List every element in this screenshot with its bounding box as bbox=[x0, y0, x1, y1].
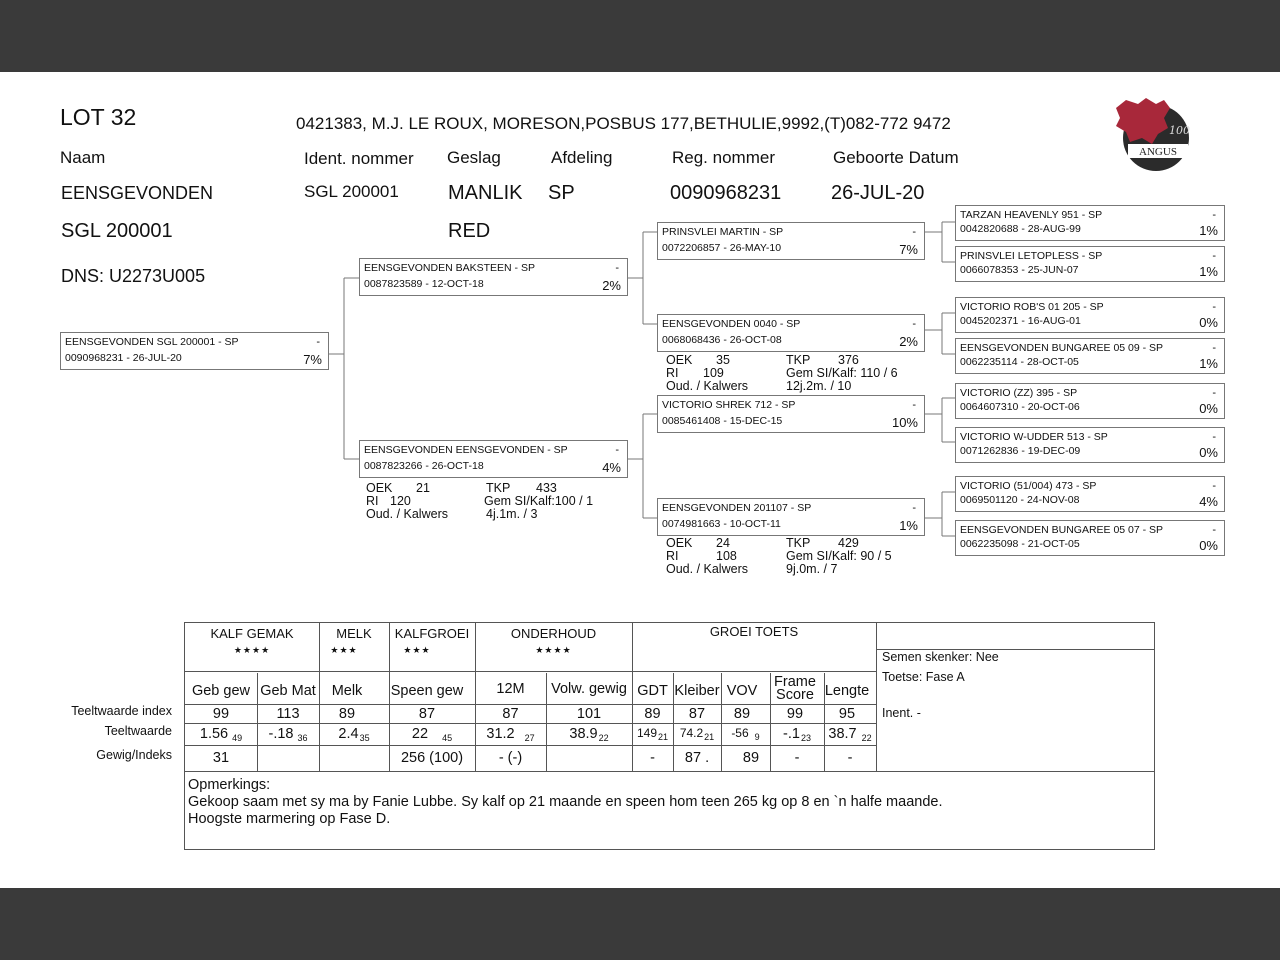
group-groei-toets: GROEI TOETS bbox=[709, 624, 799, 639]
gewig-cell: - bbox=[650, 750, 655, 766]
grid-v bbox=[876, 623, 877, 771]
col-geb-mat: Geb Mat bbox=[260, 683, 316, 699]
tw-cell: $74.2_{21}$ bbox=[679, 726, 715, 742]
dam-stats: OEK 21 TKP 433 RI 120 Gem SI/Kalf:100 / 1 Oud. / Kalwers 4j.1m. / 3 bbox=[366, 481, 594, 521]
svg-text:100: 100 bbox=[1169, 124, 1190, 137]
col-volw-gewig: Volw. gewig bbox=[551, 681, 627, 697]
tw-cell: -56 $_9$ bbox=[731, 726, 760, 742]
animal-ident: SGL 200001 bbox=[304, 182, 399, 201]
index-cell: 87 bbox=[688, 706, 706, 722]
sire-dam-stats: OEK 35 TKP 376 RI 109 Gem SI/Kalf: 110 / 6 Oud. / Kalwers 12j.2m. / 10 bbox=[666, 353, 898, 393]
pedigree-sheet bbox=[0, 72, 1280, 888]
col-speen-gew: Speen gew bbox=[390, 683, 464, 699]
animal-name-2: SGL 200001 bbox=[61, 220, 173, 242]
gewig-cell: - bbox=[794, 750, 800, 766]
row-label-gewig: Gewig/Indeks bbox=[96, 748, 172, 762]
index-cell: 87 bbox=[418, 706, 436, 722]
tw-cell: 31.2 $_{27}$ bbox=[486, 726, 535, 743]
label-naam: Naam bbox=[60, 148, 106, 167]
index-cell: 101 bbox=[576, 706, 602, 722]
index-cell: 99 bbox=[786, 706, 804, 722]
animal-name: EENSGEVONDEN bbox=[61, 183, 214, 203]
pedigree-dam: EENSGEVONDEN EENSGEVONDEN - SP - 0087823266 - 26-OCT-18 4% bbox=[359, 440, 628, 478]
dns-code: DNS: U2273U005 bbox=[61, 266, 206, 286]
pedigree-sss: TARZAN HEAVENLY 951 - SP - 0042820688 - 28-AUG-99 1% bbox=[955, 205, 1225, 241]
label-ident: Ident. nommer bbox=[304, 149, 414, 168]
top-bar bbox=[0, 0, 1280, 72]
epd-table bbox=[184, 622, 1155, 850]
col-vov: VOV bbox=[726, 683, 758, 699]
label-reg: Reg. nommer bbox=[672, 148, 775, 167]
stars-kalf: ★★★★ bbox=[233, 645, 271, 655]
animal-sex: MANLIK bbox=[448, 182, 523, 204]
tw-cell: $149_{21}$ bbox=[636, 726, 669, 742]
gewig-cell: 89 bbox=[742, 750, 760, 766]
pedigree-ddd: EENSGEVONDEN BUNGAREE 05 07 - SP - 0062235098 - 21-OCT-05 0% bbox=[955, 520, 1225, 556]
group-melk: MELK bbox=[336, 626, 372, 641]
animal-reg: 0090968231 bbox=[670, 182, 782, 204]
stars-onderhoud: ★★★★ bbox=[535, 645, 572, 655]
row-label-tw: Teeltwaarde bbox=[104, 724, 172, 738]
tw-cell: -.18 $_{36}$ bbox=[268, 726, 308, 743]
remarks-title: Opmerkings: bbox=[188, 777, 271, 793]
pedigree-sire: EENSGEVONDEN BAKSTEEN - SP - 0087823589 - 12-OCT-18 2% bbox=[359, 258, 628, 296]
owner-info: 0421383, M.J. LE ROUX, MORESON,POSBUS 177,BETHULIE,9992,(T)082-772 9472 bbox=[296, 114, 951, 133]
pedigree-self: EENSGEVONDEN SGL 200001 - SP - 0090968231 - 26-JUL-20 7% bbox=[60, 332, 329, 370]
vaccination: Inent. - bbox=[882, 706, 921, 720]
pedigree-ssd: PRINSVLEI LETOPLESS - SP - 0066078353 - 25-JUN-07 1% bbox=[955, 246, 1225, 282]
grid-h bbox=[185, 745, 876, 746]
tw-cell: $2.4_{35}$ bbox=[338, 726, 370, 743]
col-melk: Melk bbox=[331, 683, 363, 699]
grid-h bbox=[632, 671, 876, 672]
grid-h bbox=[185, 671, 632, 672]
dam-dam-stats: OEK 24 TKP 429 RI 108 Gem SI/Kalf: 90 / 5 Oud. / Kalwers 9j.0m. / 7 bbox=[666, 536, 892, 576]
row-label-index: Teeltwaarde index bbox=[71, 704, 172, 718]
remarks bbox=[188, 777, 942, 828]
tw-cell: $38.9_{22}$ bbox=[569, 726, 609, 743]
remarks-line-2: Hoogste marmering op Fase D. bbox=[188, 811, 391, 827]
pedigree-sdd: EENSGEVONDEN BUNGAREE 05 09 - SP - 0062235114 - 28-OCT-05 1% bbox=[955, 338, 1225, 374]
group-kalf-gemak: KALF GEMAK bbox=[210, 626, 294, 641]
index-cell: 95 bbox=[838, 706, 856, 722]
pedigree-dds: VICTORIO (51/004) 473 - SP - 0069501120 - 24-NOV-08 4% bbox=[955, 476, 1225, 512]
grid-h bbox=[185, 723, 876, 724]
pedigree-dsd: VICTORIO W-UDDER 513 - SP - 0071262836 - 19-DEC-09 0% bbox=[955, 427, 1225, 463]
pedigree-sire-sire: PRINSVLEI MARTIN - SP - 0072206857 - 26-MAY-10 7% bbox=[657, 222, 925, 260]
label-geboorte: Geboorte Datum bbox=[833, 148, 959, 167]
col-geb-gew: Geb gew bbox=[191, 683, 251, 699]
tw-cell: 1.56 $_{49}$ bbox=[199, 726, 243, 743]
tests-phase: Toetse: Fase A bbox=[882, 670, 965, 684]
angus-logo bbox=[1112, 94, 1196, 172]
gewig-cell: - (-) bbox=[498, 750, 523, 766]
col-12m: 12M bbox=[496, 681, 525, 697]
col-frame-score: Frame Score bbox=[774, 674, 816, 703]
label-geslag: Geslag bbox=[447, 148, 501, 167]
pedigree-sire-dam: EENSGEVONDEN 0040 - SP - 0068068436 - 26-OCT-08 2% bbox=[657, 314, 925, 352]
group-onderhoud: ONDERHOUD bbox=[510, 626, 597, 641]
tw-cell: 38.7 $_{22}$ bbox=[828, 726, 872, 743]
lot-number: LOT 32 bbox=[60, 104, 137, 130]
index-cell: 89 bbox=[733, 706, 751, 722]
tw-cell: $-.1_{23}$ bbox=[783, 726, 811, 743]
gewig-cell: - bbox=[847, 750, 853, 766]
gewig-cell: 31 bbox=[212, 750, 230, 766]
tw-cell: 22 $_{45}$ bbox=[411, 726, 453, 743]
group-kalfgroei: KALFGROEI bbox=[394, 626, 470, 641]
animal-birthdate: 26-JUL-20 bbox=[831, 182, 925, 204]
index-cell: 87 bbox=[502, 706, 519, 722]
label-afdeling: Afdeling bbox=[551, 148, 613, 167]
bottom-bar bbox=[0, 888, 1280, 960]
remarks-line-1: Gekoop saam met sy ma by Fanie Lubbe. Sy kalf op 21 maande en speen hom teen 265 kg op 8 en `n halfe maande. bbox=[188, 794, 943, 810]
col-lengte: Lengte bbox=[824, 683, 870, 699]
animal-section: SP bbox=[548, 182, 575, 204]
index-cell: 113 bbox=[276, 706, 300, 722]
gewig-cell: 256 (100) bbox=[400, 750, 464, 766]
index-cell: 89 bbox=[644, 706, 661, 722]
col-kleiber: Kleiber bbox=[674, 683, 720, 699]
animal-colour: RED bbox=[448, 220, 491, 242]
grid-h bbox=[185, 771, 1155, 772]
semen-donor: Semen skenker: Nee bbox=[882, 650, 999, 664]
col-gdt: GDT bbox=[637, 683, 668, 699]
pedigree-sds: VICTORIO ROB'S 01 205 - SP - 0045202371 - 16-AUG-01 0% bbox=[955, 297, 1225, 333]
svg-text:ANGUS: ANGUS bbox=[1139, 146, 1177, 158]
gewig-cell: 87 . bbox=[684, 750, 710, 766]
pedigree-dam-sire: VICTORIO SHREK 712 - SP - 0085461408 - 15-DEC-15 10% bbox=[657, 395, 925, 433]
pedigree-dam-dam: EENSGEVONDEN 201107 - SP - 0074981663 - 10-OCT-11 1% bbox=[657, 498, 925, 536]
index-cell: 99 bbox=[212, 706, 230, 722]
stars-melk: ★★★ bbox=[330, 645, 358, 655]
pedigree-dss: VICTORIO (ZZ) 395 - SP - 0064607310 - 20-OCT-06 0% bbox=[955, 383, 1225, 419]
grid-h bbox=[185, 704, 876, 705]
index-cell: 89 bbox=[338, 706, 356, 722]
stars-kalfgroei: ★★★ bbox=[403, 645, 431, 655]
